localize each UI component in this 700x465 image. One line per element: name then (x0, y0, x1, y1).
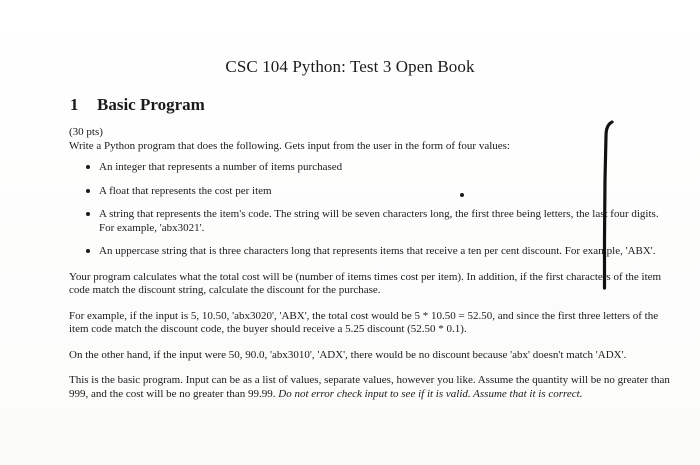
list-item (69, 185, 675, 199)
section-heading (70, 95, 205, 115)
points-label: (30 pts) (69, 126, 103, 138)
bullet-icon (86, 249, 90, 253)
bullet-icon (86, 212, 90, 216)
question-body (69, 126, 675, 401)
intro-text: Write a Python program that does the following. Gets input from the user in the form of four values: (69, 139, 510, 152)
input-list (69, 161, 675, 259)
instructions-italic-text: Do not error check input to see if it is valid. Assume that it is correct. (278, 387, 583, 400)
list-item (69, 245, 675, 259)
list-item-text: A string that represents the item's code. The string will be seven characters long, the first three being letters, the last four digits. For example, 'abx3021'. (99, 208, 659, 234)
page-title: CSC 104 Python: Test 3 Open Book (225, 57, 475, 76)
paragraph-instructions (69, 374, 675, 401)
list-item-text: An uppercase string that is three characters long that represents items that receive a ten per cent discount. For example, 'ABX'. (99, 245, 656, 257)
list-item-text: An integer that represents a number of items purchased (99, 161, 343, 173)
list-item (69, 161, 675, 175)
paragraph-calculation: Your program calculates what the total cost will be (number of items times cost per item). In addition, if the first characters of the item code match the discount string, calculate the discount for the purchase. (69, 270, 662, 296)
bullet-icon (86, 165, 90, 169)
paragraph-counterexample: On the other hand, if the input were 50, 90.0, 'abx3010', 'ADX', there would be no discount because 'abx' doesn't match 'ADX'. (69, 348, 627, 361)
bullet-icon (86, 189, 90, 193)
stray-dot-icon (460, 193, 464, 197)
pen-mark-icon (601, 120, 615, 290)
section-title: Basic Program (97, 95, 205, 114)
paragraph-example: For example, if the input is 5, 10.50, 'abx3020', 'ABX', the total cost would be 5 * 10.50 = 52.50, and since the first three letters of the item code match the discount code, the buyer should receive a 5.25 discount (52.50 * 0.1). (69, 309, 659, 335)
list-item-text: A float that represents the cost per item (99, 184, 272, 197)
list-item (69, 208, 675, 235)
instructions-text: This is the basic program. Input can be as a list of values, separate values, however you like. Assume the quantity will be no greater than 999, and the cost will be no greater than 99.99. (69, 374, 670, 400)
section-number: 1 (70, 95, 79, 114)
